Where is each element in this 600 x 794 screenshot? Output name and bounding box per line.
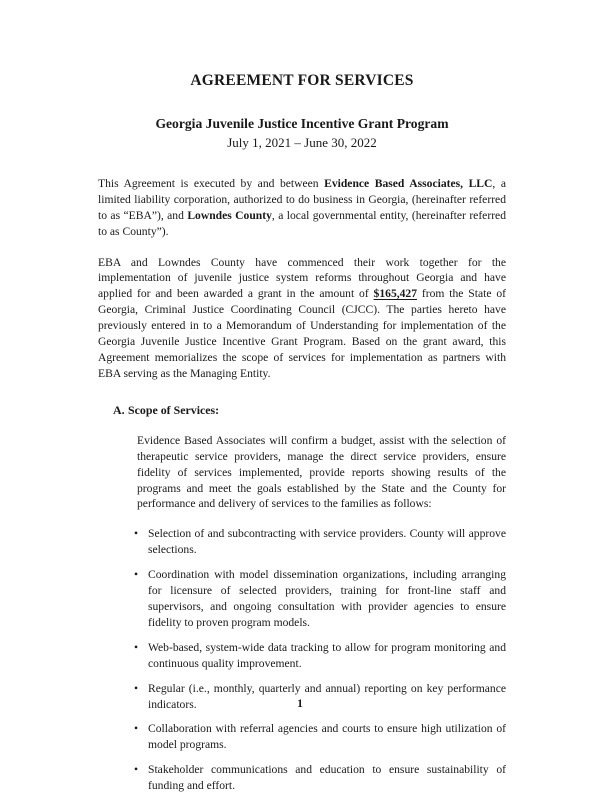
list-item-text: Coordination with model dissemination organizations, including arranging for licensure of selected providers, training for front-line staff and supervisors, and ongoing consultation with provider agencies to ensure fidelity to proven program models. [148,568,506,629]
list-item-text: Selection of and subcontracting with service providers. County will approve selections. [148,527,506,557]
list-item-text: Regular (i.e., monthly, quarterly and annual) reporting on key performance indicators. [148,681,506,711]
page-title: AGREEMENT FOR SERVICES [190,72,414,89]
bullet-icon: • [134,568,139,582]
paragraph-parties [98,176,506,240]
document-subtitle-block [98,115,506,152]
bullet-icon: • [134,763,139,777]
bullet-icon: • [134,527,139,541]
program-subtitle: Georgia Juvenile Justice Incentive Grant Program [155,116,449,132]
paragraph-background-text-1: EBA and Lowndes County have commenced their work together for the implementation of juvenile justice system reforms throughout Georgia and have applied for and been awarded a grant in the amount of [98,255,506,301]
date-range: July 1, 2021 – June 30, 2022 [227,135,377,151]
section-intro-paragraph: Evidence Based Associates will confirm a budget, assist with the selection of therapeutic service providers, manage the direct service providers, ensure fidelity of services implemented, provide reports showing results of the programs and meet the goals established by the State and the County for performance and delivery of services to the families as follows: [137,433,506,511]
list-item [134,721,506,753]
party-name-county: Lowndes County [187,208,272,222]
list-item [134,526,506,558]
party-name-eba: Evidence Based Associates, LLC [324,176,493,190]
list-item-text: Stakeholder communications and education to ensure sustainability of funding and effort. [148,763,506,793]
paragraph-background-text-2: from the State of Georgia, Criminal Justice Coordinating Council (CJCC). The parties hereto have previously entered in to a Memorandum of Understanding for implementation of the Georgia Juvenile Justice Incentive Grant Program. Based on the grant award, this Agreement memorializes the scope of services for implementation as partners with EBA serving as the Managing Entity. [98,287,506,380]
section-letter: A. [113,402,125,417]
bullet-icon: • [134,640,139,654]
list-item [134,762,506,794]
bullet-icon: • [134,722,139,736]
paragraph-background [98,255,506,382]
paragraph-parties-text-3: , a local governmental entity, (hereinafter referred to as County”). [98,208,506,238]
document-content [98,0,506,794]
section-title: Scope of Services: [128,402,220,417]
list-item [134,567,506,631]
paragraph-parties-text-1: This Agreement is executed by and between [98,176,325,190]
list-item [134,640,506,672]
page-number: 1 [297,697,303,710]
grant-amount: $165,427 [373,287,418,301]
bullet-icon: • [134,681,139,695]
paragraph-parties-text-2: , a limited liability corporation, authorized to do business in Georgia, (hereinafter referred to as “EBA”), and [98,176,506,222]
list-item-text: Collaboration with referral agencies and courts to ensure high utilization of model programs. [148,722,506,752]
list-item-text: Web-based, system-wide data tracking to allow for program monitoring and continuous quality improvement. [148,640,506,670]
scope-of-services-list [134,526,506,794]
section-heading-scope-of-services [98,402,506,418]
